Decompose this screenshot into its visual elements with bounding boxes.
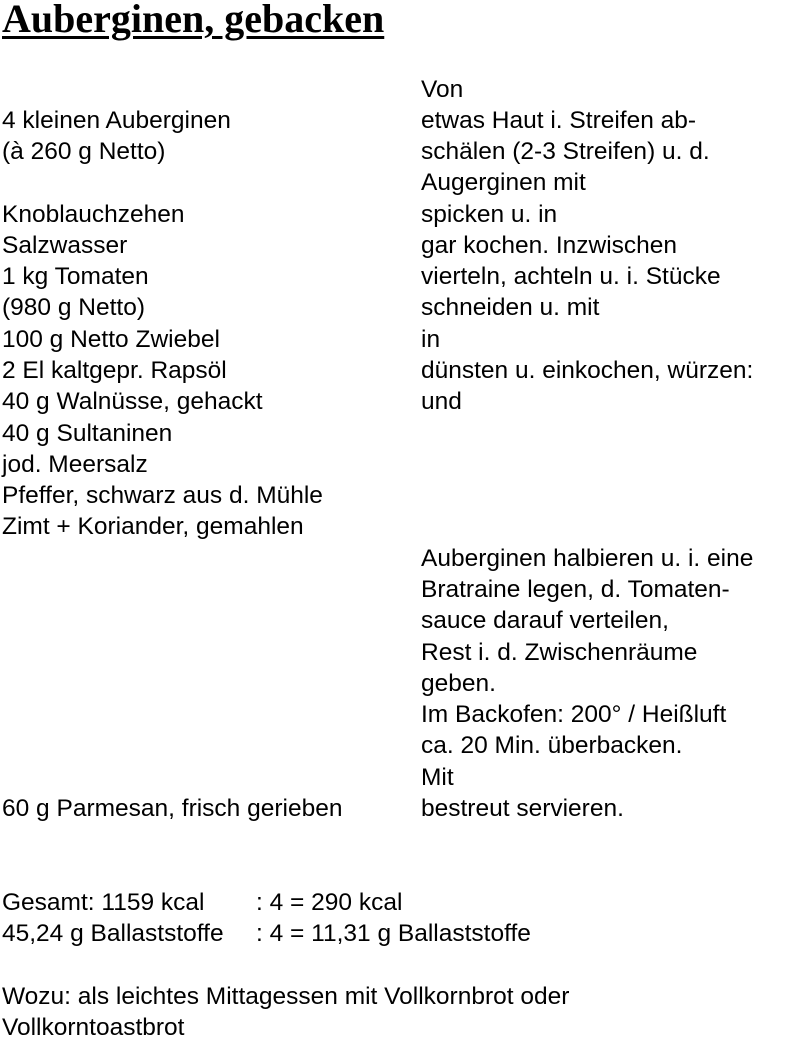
ingredient-item: 40 g Walnüsse, gehackt — [2, 388, 263, 415]
recipe-title: Auberginen, gebacken — [2, 0, 385, 41]
instruction-line: spicken u. in — [421, 201, 558, 228]
instruction-line: sauce darauf verteilen, — [421, 607, 669, 634]
serving-note-line: Wozu: als leichtes Mittagessen mit Vollkornbrot oder — [2, 983, 570, 1010]
serving-note-line: Vollkorntoastbrot — [2, 1014, 185, 1041]
ingredient-item: 1 kg Tomaten — [2, 263, 149, 290]
instruction-line: und — [421, 388, 462, 415]
portion-fiber: : 4 = 11,31 g Ballaststoffe — [256, 920, 531, 947]
portion-kcal: : 4 = 290 kcal — [256, 889, 403, 916]
instruction-line: schälen (2-3 Streifen) u. d. — [421, 138, 710, 165]
instruction-line: in — [421, 326, 441, 353]
instruction-line: geben. — [421, 670, 496, 697]
instruction-line: Bratraine legen, d. Tomaten- — [421, 576, 730, 603]
instruction-line: vierteln, achteln u. i. Stücke — [421, 263, 721, 290]
ingredient-item: 40 g Sultaninen — [2, 420, 173, 447]
ingredient-item: Knoblauchzehen — [2, 201, 185, 228]
instruction-line: Mit — [421, 764, 454, 791]
instruction-line: schneiden u. mit — [421, 294, 600, 321]
ingredient-item: 4 kleinen Auberginen — [2, 107, 231, 134]
ingredient-item: (980 g Netto) — [2, 294, 145, 321]
instruction-line: Von — [421, 76, 464, 103]
ingredient-item: 100 g Netto Zwiebel — [2, 326, 220, 353]
ingredient-item: Salzwasser — [2, 232, 128, 259]
ingredient-item: (à 260 g Netto) — [2, 138, 166, 165]
instruction-line: Im Backofen: 200° / Heißluft — [421, 701, 727, 728]
instruction-line: Rest i. d. Zwischenräume — [421, 639, 698, 666]
instruction-line: dünsten u. einkochen, würzen: — [421, 357, 754, 384]
instruction-line: Augerginen mit — [421, 169, 586, 196]
instruction-line: Auberginen halbieren u. i. eine — [421, 545, 754, 572]
instruction-line: etwas Haut i. Streifen ab- — [421, 107, 697, 134]
ingredient-item: jod. Meersalz — [2, 451, 148, 478]
total-fiber: 45,24 g Ballaststoffe — [2, 920, 224, 947]
ingredient-item: 2 El kaltgepr. Rapsöl — [2, 357, 227, 384]
instruction-line: bestreut servieren. — [421, 795, 624, 822]
ingredient-item: 60 g Parmesan, frisch gerieben — [2, 795, 343, 822]
total-kcal: Gesamt: 1159 kcal — [2, 889, 205, 916]
ingredient-item: Pfeffer, schwarz aus d. Mühle — [2, 482, 323, 509]
instruction-line: ca. 20 Min. überbacken. — [421, 732, 683, 759]
ingredient-item: Zimt + Koriander, gemahlen — [2, 513, 304, 540]
instruction-line: gar kochen. Inzwischen — [421, 232, 678, 259]
